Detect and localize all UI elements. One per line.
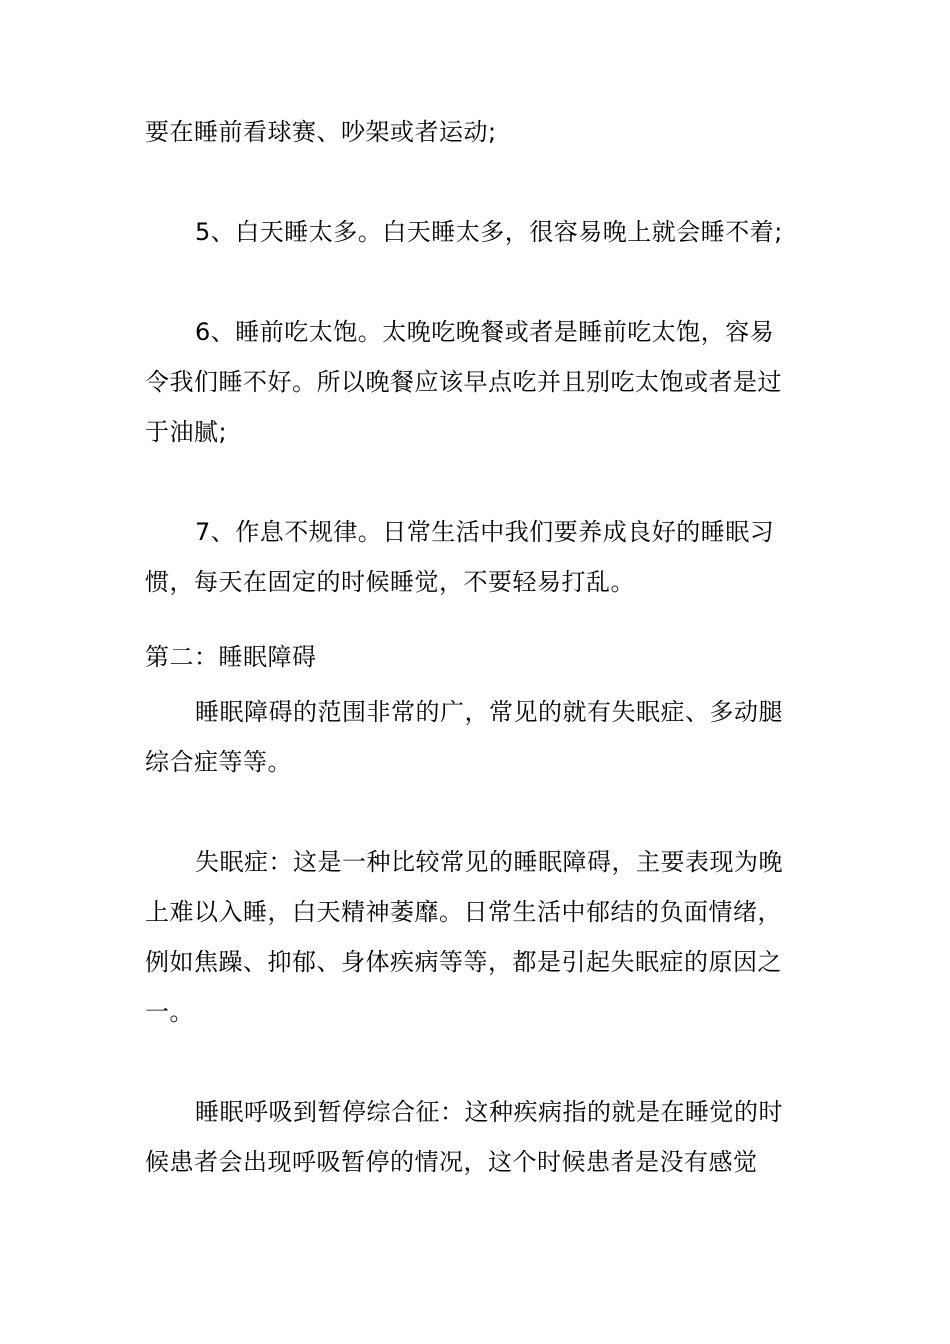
text-line: 睡眠呼吸到暂停综合征：这种疾病指的就是在睡觉的时 [195,1098,783,1126]
section-heading: 第二：睡眠障碍 [145,643,317,671]
text-line: 要在睡前看球赛、吵架或者运动; [145,118,497,146]
text-line: 5、白天睡太多。白天睡太多，很容易晚上就会睡不着; [195,218,783,246]
text-line: 于油腻; [145,418,228,446]
text-line: 上难以入睡，白天精神萎靡。日常生活中郁结的负面情绪， [145,898,782,926]
text-line: 惯，每天在固定的时候睡觉，不要轻易打乱。 [145,568,635,596]
text-line: 候患者会出现呼吸暂停的情况，这个时候患者是没有感觉 [145,1148,758,1176]
text-line: 6、睡前吃太饱。太晚吃晚餐或者是睡前吃太饱，容易 [195,318,775,346]
text-line: 失眠症：这是一种比较常见的睡眠障碍，主要表现为晚 [195,848,783,876]
text-line: 综合症等等。 [145,748,292,776]
text-line: 例如焦躁、抑郁、身体疾病等等，都是引起失眠症的原因之 [145,948,782,976]
text-line: 令我们睡不好。所以晚餐应该早点吃并且别吃太饱或者是过 [145,368,782,396]
text-line: 7、作息不规律。日常生活中我们要养成良好的睡眠习 [195,518,775,546]
text-line: 睡眠障碍的范围非常的广，常见的就有失眠症、多动腿 [195,698,783,726]
text-line: 一。 [145,998,194,1026]
